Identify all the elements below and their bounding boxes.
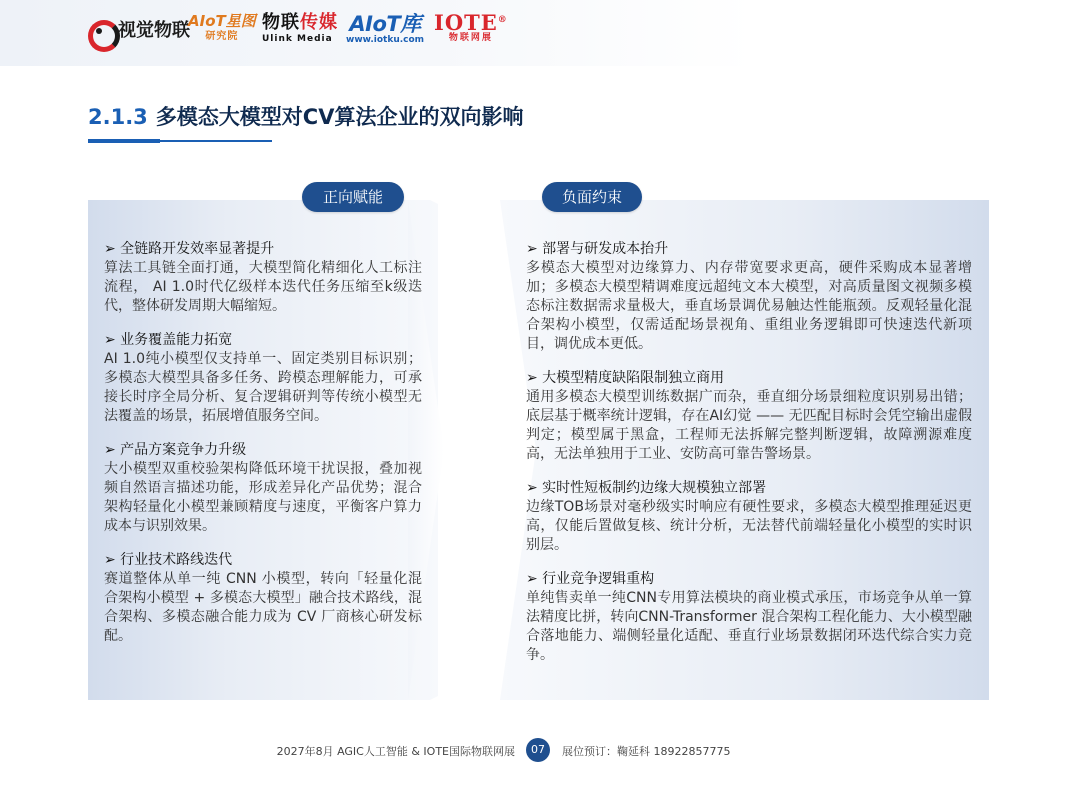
- page-title: [88, 101, 523, 131]
- section-body: AI 1.0纯小模型仅支持单一、固定类别目标识别；多模态大模型具备多任务、跨模态理解能力，可承接长时序全局分析、复合逻辑研判等传统小模型无法覆盖的场景，拓展增值服务空间。: [104, 351, 422, 424]
- positive-label-pill: 正向赋能: [302, 182, 404, 212]
- section-heading: ➢ 行业竞争逻辑重构: [526, 571, 655, 587]
- section-body: 大小模型双重校验架构降低环境干扰误报，叠加视频自然语言描述功能，形成差异化产品优势；混合架构轻量化小模型兼顾精度与速度，平衡客户算力成本与识别效果。: [104, 461, 422, 534]
- page-number-badge: 07: [526, 738, 550, 762]
- iote-logo-main: IOTE: [434, 10, 498, 35]
- negative-section: [526, 369, 972, 464]
- logo-aiotku: [346, 14, 424, 45]
- positive-column: [104, 240, 422, 661]
- section-title: 多模态大模型对CV算法企业的双向影响: [155, 105, 524, 129]
- section-body: 赛道整体从单一纯 CNN 小模型，转向「轻量化混合架构小模型 + 多模态大模型」融合技术路线，混合架构、多模态融合能力成为 CV 厂商核心研发标配。: [104, 571, 422, 644]
- section-heading: ➢ 全链路开发效率显著提升: [104, 241, 275, 257]
- title-underline: [88, 140, 272, 142]
- iote-logo-cn: 物联网展: [448, 33, 493, 43]
- ulink-logo-en: Ulink Media: [262, 34, 333, 44]
- logo-aiot-research: [188, 14, 256, 42]
- section-heading: ➢ 产品方案竞争力升级: [104, 442, 247, 458]
- section-body: 边缘TOB场景对毫秒级实时响应有硬性要求，多模态大模型推理延迟更高，仅能后置做复核、统计分析，无法替代前端轻量化小模型的实时识别层。: [526, 499, 972, 553]
- aiotku-logo-text: AIoT库: [349, 12, 421, 36]
- footer-contact: 展位预订：鞠延科 18922857775: [562, 745, 731, 758]
- positive-section: [104, 551, 422, 646]
- logo-ulink-media: [262, 14, 338, 44]
- footer-event: 2027年8月 AGIC人工智能 & IOTE国际物联网展: [276, 745, 515, 758]
- iote-logo-text: [434, 12, 508, 33]
- page-footer: [0, 738, 1077, 762]
- section-heading: ➢ 业务覆盖能力拓宽: [104, 332, 233, 348]
- positive-section: [104, 331, 422, 426]
- logo-bar: [0, 0, 1077, 66]
- section-heading: ➢ 行业技术路线迭代: [104, 552, 233, 568]
- section-body: 通用多模态大模型训练数据广而杂，垂直细分场景细粒度识别易出错；底层基于概率统计逻辑，存在AI幻觉 —— 无匹配目标时会凭空输出虚假判定；模型属于黑盒，工程师无法拆解完整判断逻辑，故障溯源难度高，无法单独用于工业、安防高可靠告警场景。: [526, 389, 972, 462]
- negative-section: [526, 570, 972, 665]
- section-body: 多模态大模型对边缘算力、内存带宽要求更高，硬件采购成本显著增加；多模态大模型精调难度远超纯文本大模型，对高质量图文视频多模态标注数据需求量极大，垂直场景调优易触达性能瓶颈。反观轻量化混合架构小模型，仅需适配场景视角、重组业务逻辑即可快速迭代新项目，调优成本更低。: [526, 260, 972, 352]
- section-body: 单纯售卖单一纯CNN专用算法模块的商业模式承压，市场竞争从单一算法精度比拼，转向CNN-Transformer 混合架构工程化能力、大小模型融合落地能力、端侧轻量化适配、垂直行业场景数据闭环迭代综合实力竞争。: [526, 590, 972, 663]
- section-heading: ➢ 实时性短板制约边缘大规模独立部署: [526, 480, 767, 496]
- aiot-logo-bottom: 研究院: [205, 31, 239, 42]
- negative-section: [526, 479, 972, 555]
- iote-logo-reg: ®: [497, 15, 508, 25]
- aiotku-logo-url: www.iotku.com: [346, 35, 425, 45]
- ulink-logo-cn-right: 传媒: [300, 12, 338, 33]
- sjwl-logo-icon: [86, 18, 112, 44]
- negative-section: [526, 240, 972, 354]
- section-heading: ➢ 部署与研发成本抬升: [526, 241, 669, 257]
- positive-section: [104, 240, 422, 316]
- section-heading: ➢ 大模型精度缺陷限制独立商用: [526, 370, 725, 386]
- negative-label-pill: 负面约束: [542, 182, 642, 212]
- ulink-logo-cn-left: 物联: [262, 12, 300, 33]
- section-body: 算法工具链全面打通，大模型简化精细化人工标注流程， AI 1.0时代亿级样本迭代任务压缩至k级迭代，整体研发周期大幅缩短。: [104, 260, 422, 314]
- ulink-logo-cn: [262, 14, 338, 32]
- aiot-logo-top: AIoT星图: [188, 12, 256, 30]
- logo-iote: [434, 12, 508, 43]
- negative-column: [526, 240, 972, 680]
- section-number: 2.1.3: [88, 105, 148, 129]
- sjwl-logo-text: 视觉物联: [118, 20, 190, 41]
- positive-section: [104, 441, 422, 536]
- logo-sjwl: [86, 18, 190, 44]
